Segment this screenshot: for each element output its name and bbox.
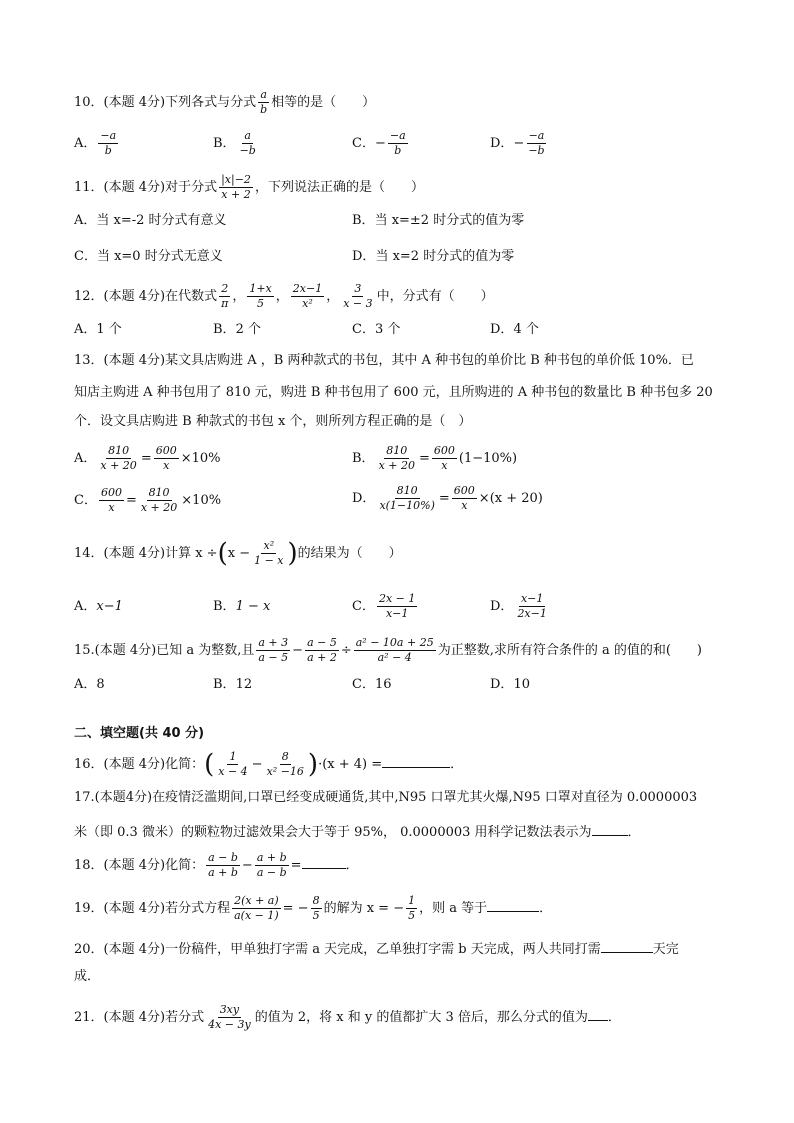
question-10-stem: 10．(本题 4分)下列各式与分式 $\frac{a}{b}$ 相等的是（ ） [74, 88, 376, 116]
q15-option-c[interactable]: C．16 [352, 677, 392, 692]
q14-option-b[interactable]: B．1 − x [213, 599, 271, 614]
q15-option-a[interactable]: A．8 [74, 677, 105, 692]
q10-option-b[interactable]: B． $\frac{a}{-b}$ [213, 129, 256, 157]
answer-blank[interactable] [302, 856, 346, 869]
question-11-stem: 11．(本题 4分)对于分式 $\frac{|x|-2}{x + 2}$ ，下列说法正确的是（ ） [74, 173, 424, 201]
q11-option-b[interactable]: B．当 x=±2 时分式的值为零 [352, 213, 525, 228]
question-16-stem: 16．(本题 4分)化简：( $\frac{1}{x - 4}$ − $\frac{8}{\text{x² −16}}$ )·(x + 4) = ． [74, 749, 464, 780]
question-13-line-1: 13．(本题 4分)某文具店购进 A ，B 两种款式的书包，其中 A 种书包的单价比 B 种书包的单价低 10%．已 [74, 353, 694, 368]
q10-option-a[interactable]: A． $\frac{-a}{b}$ [74, 129, 117, 157]
question-17-line-1: 17.(本题4分)在疫情泛滥期间,口罩已经变成硬通货,其中,N95 口罩尤其火爆,N95 口罩对直径为 0.0000003 [74, 790, 698, 805]
q12-option-d[interactable]: D．4 个 [490, 322, 539, 337]
question-21-stem: 21．(本题 4分)若分式 $\frac{3xy}{4x - 3y}$ 的值为 2，将 x 和 y 的值都扩大 3 倍后，那么分式的值为 ． [74, 1003, 621, 1031]
q13-option-d[interactable]: D． $\frac{810}{x(1-10\%)}$ = $\frac{600}{x}$ ×(x + 20) [352, 484, 543, 512]
q15-option-d[interactable]: D．10 [490, 677, 530, 692]
q12-option-c[interactable]: C．3 个 [352, 322, 401, 337]
answer-blank[interactable] [487, 899, 539, 912]
answer-blank[interactable] [601, 940, 653, 953]
q10-option-c[interactable]: C．− $\frac{-a}{b}$ [352, 129, 406, 157]
question-19-stem: 19．(本题 4分)若分式方程 $\frac{2(x + a)}{a(x - 1)}$ = − $\frac{8}{5}$ 的解为 x = − $\frac{1}{5}$ ，则 a 等于 ． [74, 894, 553, 922]
q11-option-d[interactable]: D．当 x=2 时分式的值为零 [352, 249, 515, 264]
question-15-stem: 15.(本题 4分)已知 a 为整数,且 $\frac{a + 3}{a - 5}$ − $\frac{a - 5}{a + 2}$ ÷ $\frac{\text{a² − 10a + 25}}{\text{a² − 4}}$ 为正整数,求所有符合条件的 a 的值的和( ) [74, 636, 702, 664]
answer-blank[interactable] [592, 823, 628, 836]
q15-option-b[interactable]: B．12 [213, 677, 253, 692]
section-heading: 二、填空题(共 40 分) [74, 726, 205, 741]
q13-option-c[interactable]: C． $\frac{600}{x}$ = $\frac{810}{x + 20}$ ×10% [74, 486, 222, 514]
answer-blank[interactable] [588, 1008, 608, 1021]
q12-option-a[interactable]: A．1 个 [74, 322, 122, 337]
q13-option-b[interactable]: B． $\frac{810}{x + 20}$ = $\frac{600}{x}$ (1−10%) [352, 444, 518, 472]
question-18-stem: 18．(本题 4分)化简： $\frac{a - b}{a + b}$ − $\frac{a + b}{a - b}$ = ． [74, 851, 359, 879]
q11-option-a[interactable]: A．当 x=-2 时分式有意义 [74, 213, 227, 228]
q14-option-d[interactable]: D． $\frac{x-1}{2x-1}$ [490, 592, 547, 620]
question-17-line-2: 米（即 0.3 微米）的颗粒物过滤效果会大于等于 95%， 0.0000003 用科学记数法表示为 ． [74, 825, 641, 840]
question-13-line-3: 个．设文具店购进 B 种款式的书包 x 个，则所列方程正确的是（ ） [74, 414, 472, 429]
q14-option-c[interactable]: C． $\frac{2x - 1}{x-1}$ [352, 592, 416, 620]
answer-blank[interactable] [382, 755, 450, 768]
fraction: $\frac{a}{b}$ [260, 88, 268, 116]
q11-option-c[interactable]: C．当 x=0 时分式无意义 [74, 249, 223, 264]
question-20-line-2: 成． [74, 969, 101, 984]
q10-option-d[interactable]: D．− $\frac{-a}{-b}$ [490, 129, 545, 157]
question-13-line-2: 知店主购进 A 种书包用了 810 元，购进 B 种书包用了 600 元，且所购进的 A 种书包的数量比 B 种书包多 20 [74, 385, 713, 400]
question-20-line-1: 20．(本题 4分)一份稿件，甲单独打字需 a 天完成，乙单独打字需 b 天完成，两人共同打需 天完 [74, 942, 679, 957]
q13-option-a[interactable]: A． $\frac{810}{x + 20}$ = $\frac{600}{x}$ ×10% [74, 444, 221, 472]
q12-option-b[interactable]: B．2 个 [213, 322, 261, 337]
q14-option-a[interactable]: A．x−1 [74, 599, 123, 614]
question-14-stem: 14．(本题 4分)计算 x ÷(x − $\frac{\text{x²}}{1 - x}$ )的结果为（ ） [74, 538, 402, 569]
question-12-stem: 12．(本题 4分)在代数式 $\frac{2}{\pi}$ ， $\frac{1+x}{5}$ ， $\frac{2x-1}{\text{x²}}$ ， $\frac{3}{x - 3}$ 中，分式有（ ） [74, 282, 494, 310]
